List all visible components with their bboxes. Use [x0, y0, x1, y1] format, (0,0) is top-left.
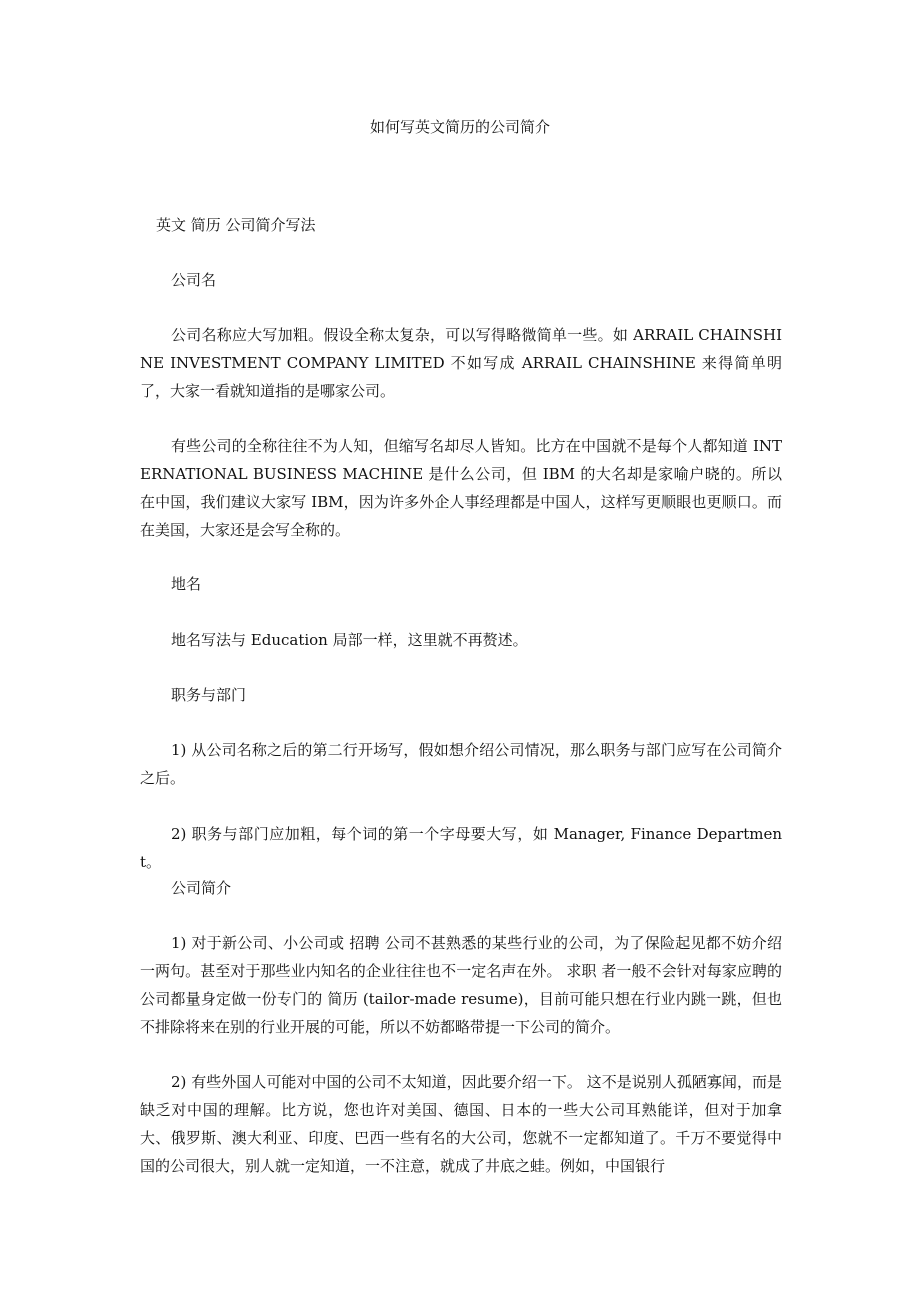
- list-item-title-bold: 2) 职务与部门应加粗，每个词的第一个字母要大写，如 Manager, Finance Department。: [140, 825, 782, 871]
- list-item-intro-new-company: 1) 对于新公司、小公司或 招聘 公司不甚熟悉的某些行业的公司，为了保险起见都不妨介绍一两句。甚至对于那些业内知名的企业往往也不一定名声在外。 求职 者一般不会针对每家应聘的公司都量身定做一份专门的 简历 (tailor-made resume)，目前可能只想在行业内跳一跳，但也不排除将来在别的行业开展的可能，所以不妨都略带提一下公司的简介。: [140, 934, 782, 1036]
- list-item-intro-foreigners: 2) 有些外国人可能对中国的公司不太知道，因此要介绍一下。 这不是说别人孤陋寡闻，而是缺乏对中国的理解。比方说，您也许对美国、德国、日本的一些大公司耳熟能详，但对于加拿大、俄罗斯、澳大利亚、印度、巴西一些有名的大公司，您就不一定都知道了。千万不要觉得中国的公司很大，别人就一定知道，一不注意，就成了井底之蛙。例如，中国银行: [140, 1073, 782, 1175]
- section-heading-title-department: 职务与部门: [171, 686, 247, 704]
- section-heading-company-name: 公司名: [171, 271, 217, 289]
- list-item-title-position: 1) 从公司名称之后的第二行开场写，假如想介绍公司情况，那么职务与部门应写在公司简介之后。: [140, 741, 782, 787]
- section-heading-location: 地名: [171, 575, 202, 593]
- paragraph-abbreviation: 有些公司的全称往往不为人知，但缩写名却尽人皆知。比方在中国就不是每个人都知道 INTERNATIONAL BUSINESS MACHINE 是什么公司，但 IBM 的大名却是家喻户晓的。所以在中国，我们建议大家写 IBM，因为许多外企人事经理都是中国人，这样写更顺眼也更顺口。而在美国，大家还是会写全称的。: [140, 437, 782, 539]
- document-title: 如何写英文简历的公司简介: [369, 118, 550, 136]
- keyword-tags: 英文 简历 公司简介写法: [156, 216, 316, 234]
- paragraph-company-name-caps: 公司名称应大写加粗。假设全称太复杂，可以写得略微简单一些。如 ARRAIL CHAINSHINE INVESTMENT COMPANY LIMITED 不如写成 ARRAIL CHAINSHINE 来得简单明了，大家一看就知道指的是哪家公司。: [140, 326, 782, 400]
- paragraph-location: 地名写法与 Education 局部一样，这里就不再赘述。: [171, 631, 528, 649]
- section-heading-company-intro: 公司简介: [171, 879, 232, 897]
